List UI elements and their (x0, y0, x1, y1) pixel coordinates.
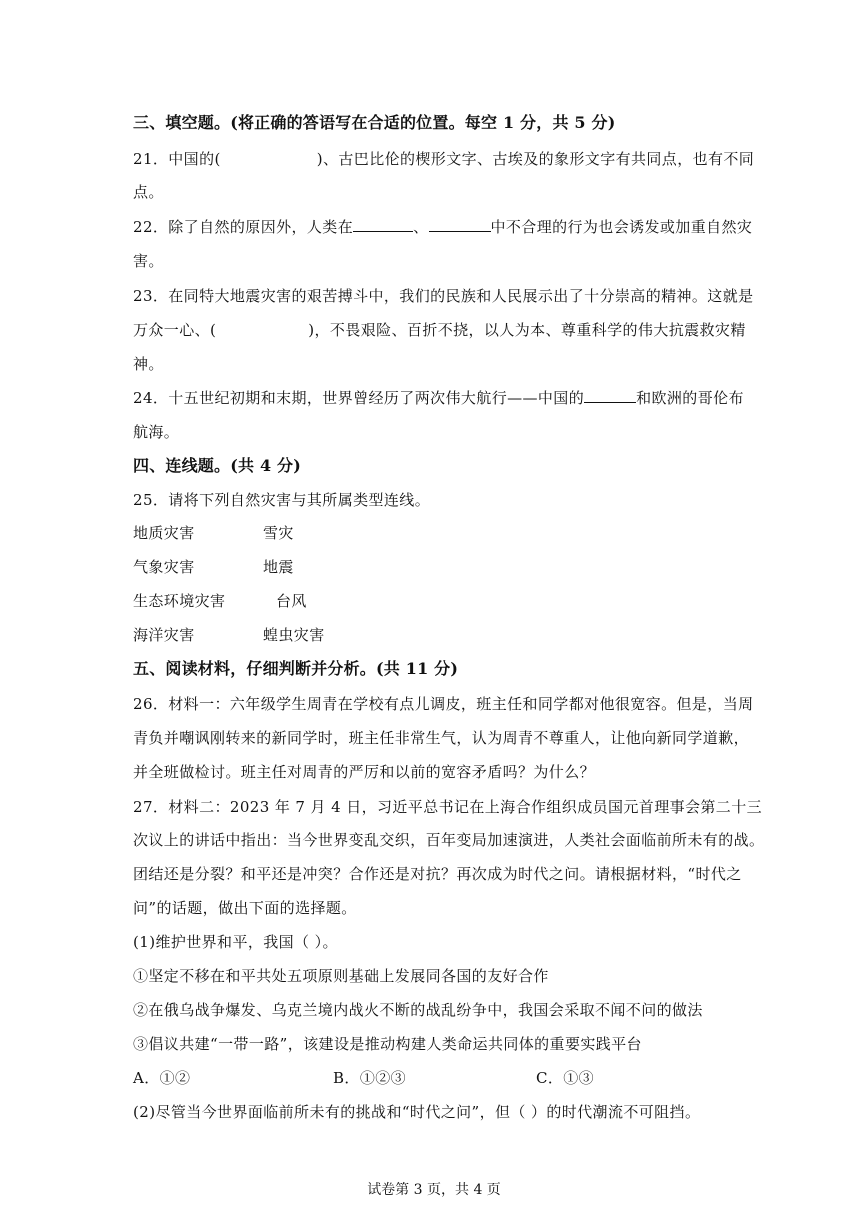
q22-blank-2[interactable] (429, 217, 491, 232)
choice-b[interactable]: B．①②③ (333, 1069, 407, 1087)
q27-line2: 次议上的讲话中指出：当今世界变乱交织，百年变局加速演进，人类社会面临前所未有的战。 (133, 831, 765, 849)
match-left-item[interactable]: 气象灾害 (133, 558, 195, 576)
q23-line3: 神。 (133, 355, 164, 373)
q27-option-2: ②在俄乌战争爆发、乌克兰境内战火不断的战乱纷争中，我国会采取不闻不问的做法 (133, 1001, 703, 1019)
q24-text-b: 和欧洲的哥伦布 (636, 389, 744, 407)
q22-text-b: 中不合理的行为也会诱发或加重自然灾 (490, 218, 753, 236)
q27-option-1: ①坚定不移在和平共处五项原则基础上发展同各国的友好合作 (133, 967, 549, 985)
choice-c[interactable]: C．①③ (536, 1069, 595, 1087)
match-right-item[interactable]: 蝗虫灾害 (263, 626, 325, 644)
q22-line1 (133, 217, 752, 237)
q27-sub2: (2)尽管当今世界面临前所未有的挑战和“时代之问”，但（ ）的时代潮流不可阻挡。 (133, 1103, 701, 1121)
q22-sep: 、 (413, 218, 429, 236)
q23-text-c: )，不畏艰险、百折不挠，以人为本、尊重科学的伟大抗震救灾精 (308, 321, 746, 339)
choice-a[interactable]: A．①② (133, 1069, 191, 1087)
page-footer: 试卷第 3 页，共 4 页 (367, 1182, 501, 1198)
q22-text-a: 22．除了自然的原因外，人类在 (133, 218, 354, 236)
q26-line2: 青负并嘲讽刚转来的新同学时，班主任非常生气，认为周青不尊重人，让他向新同学道歉， (133, 729, 750, 747)
match-right-item[interactable]: 地震 (263, 558, 294, 576)
q26-line3: 并全班做检讨。班主任对周青的严厉和以前的宽容矛盾吗？为什么？ (133, 763, 596, 781)
q22-blank-1[interactable] (353, 217, 413, 232)
q27-option-3: ③倡议共建“一带一路”，该建设是推动构建人类命运共同体的重要实践平台 (133, 1035, 642, 1053)
q23-text-b: 万众一心、( (133, 321, 217, 339)
q22-line2: 害。 (133, 252, 164, 270)
match-left-item[interactable]: 海洋灾害 (133, 626, 195, 644)
q23-line2 (133, 320, 746, 340)
match-right-item[interactable]: 雪灾 (263, 524, 294, 542)
q27-line3: 团结还是分裂？和平还是冲突？合作还是对抗？再次成为时代之问。请根据材料，“时代之 (133, 865, 742, 883)
q21-line1 (133, 149, 754, 169)
match-left-item[interactable]: 生态环境灾害 (133, 592, 226, 610)
q24-line1 (133, 388, 744, 408)
section5-heading: 五、阅读材料，仔细判断并分析。(共 11 分) (133, 659, 459, 678)
q26-line1: 26．材料一：六年级学生周青在学校有点儿调皮，班主任和同学都对他很宽容。但是，当周 (133, 695, 754, 713)
section3-heading: 三、填空题。(将正确的答语写在合适的位置。每空 1 分，共 5 分) (133, 113, 616, 132)
q21-text-b: )、古巴比伦的楔形文字、古埃及的象形文字有共同点，也有不同 (316, 150, 755, 168)
q27-line4: 问”的话题，做出下面的选择题。 (133, 899, 357, 917)
q24-text-a: 24．十五世纪初期和末期，世界曾经历了两次伟大航行——中国的 (133, 389, 585, 407)
q25-prompt: 25．请将下列自然灾害与其所属类型连线。 (133, 491, 431, 509)
q21-line2: 点。 (133, 183, 164, 201)
q21-text-a: 21．中国的( (133, 150, 221, 168)
match-left-item[interactable]: 地质灾害 (133, 524, 195, 542)
q27-line1: 27．材料二：2023 年 7 月 4 日，习近平总书记在上海合作组织成员国元首理事会第二十三 (133, 798, 762, 816)
section4-heading: 四、连线题。(共 4 分) (133, 456, 302, 475)
q23-line1: 23．在同特大地震灾害的艰苦搏斗中，我们的民族和人民展示出了十分崇高的精神。这就是 (133, 287, 754, 305)
q24-line2: 航海。 (133, 423, 180, 441)
q24-blank[interactable] (584, 388, 636, 403)
q27-sub1: (1)维护世界和平，我国（ ）。 (133, 933, 338, 951)
match-right-item[interactable]: 台风 (276, 592, 307, 610)
